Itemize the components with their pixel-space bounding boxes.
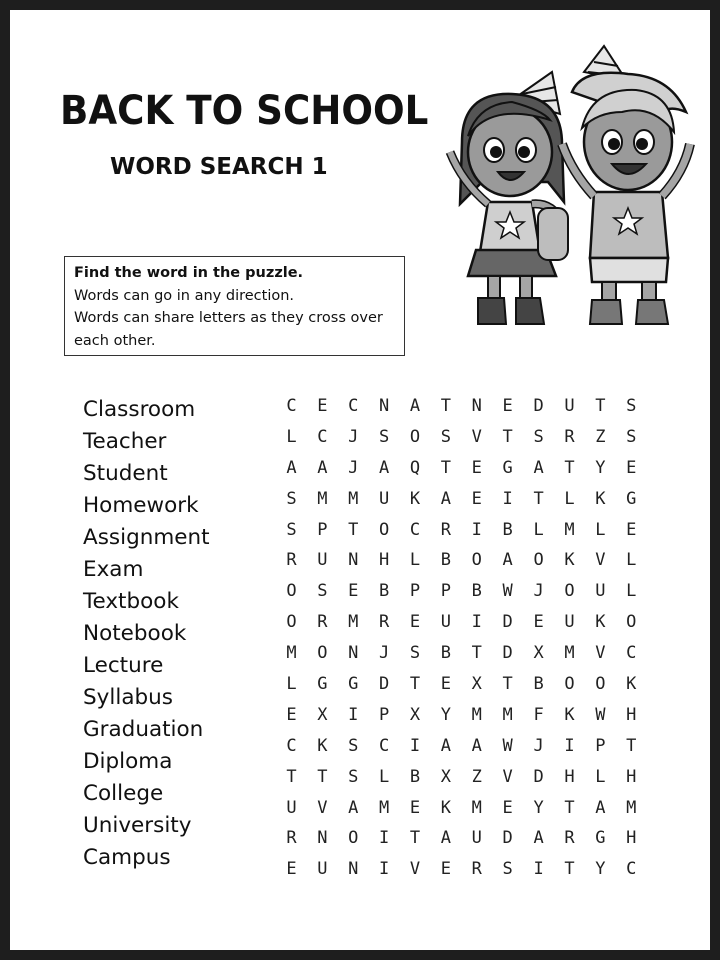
grid-row [276, 576, 647, 607]
grid-letter: P [317, 519, 328, 540]
letter-grid [276, 391, 647, 885]
grid-letter: L [533, 519, 544, 540]
word-list-item: Lecture [83, 653, 164, 678]
grid-letter: X [409, 704, 421, 725]
grid-letter: E [626, 457, 637, 478]
grid-letter: O [378, 519, 390, 540]
grid-letter: A [533, 828, 544, 849]
grid-letter: I [471, 519, 482, 540]
grid-letter: D [502, 643, 513, 664]
grid-letter: Z [595, 426, 606, 447]
grid-letter: A [409, 396, 421, 416]
grid-letter: T [440, 396, 452, 416]
grid-letter: C [626, 859, 637, 880]
grid-letter: X [533, 643, 544, 664]
grid-letter: S [502, 859, 513, 880]
grid-letter: T [595, 396, 606, 416]
grid-letter: A [378, 457, 390, 478]
grid-letter: O [286, 612, 297, 633]
grid-row [276, 669, 647, 700]
grid-letter: H [378, 550, 390, 571]
grid-letter: D [502, 828, 513, 849]
grid-row [276, 823, 647, 854]
girl-figure [450, 72, 568, 324]
grid-letter: I [348, 704, 359, 725]
word-list-item: Homework [83, 493, 199, 518]
word-list-item: College [83, 781, 164, 806]
grid-letter: E [626, 519, 637, 540]
grid-letter: U [564, 396, 575, 416]
grid-letter: A [348, 797, 359, 818]
word-list-item: University [83, 813, 192, 838]
grid-letter: M [564, 643, 575, 664]
grid-letter: M [471, 704, 482, 725]
grid-letter: R [286, 828, 297, 849]
word-list-item: Classroom [83, 397, 196, 422]
grid-letter: E [348, 581, 359, 602]
grid-letter: Y [595, 457, 606, 478]
grid-letter: J [378, 643, 390, 664]
grid-letter: G [348, 674, 359, 695]
grid-letter: R [564, 426, 575, 447]
grid-letter: I [378, 828, 390, 849]
grid-row [276, 762, 647, 793]
grid-letter: P [409, 581, 421, 602]
grid-letter: F [533, 704, 544, 725]
grid-letter: K [440, 797, 452, 818]
grid-letter: U [378, 488, 390, 509]
grid-row [276, 607, 647, 638]
grid-letter: R [286, 550, 297, 571]
grid-letter: Z [471, 766, 482, 787]
grid-letter: I [378, 859, 390, 880]
grid-letter: U [440, 612, 452, 633]
grid-letter: D [533, 766, 544, 787]
grid-letter: L [626, 581, 637, 602]
grid-letter: L [564, 488, 575, 509]
grid-letter: S [626, 396, 637, 416]
grid-letter: N [471, 396, 482, 416]
instructions-heading: Find the word in the puzzle. [74, 265, 304, 281]
grid-letter: C [286, 735, 297, 756]
grid-letter: O [409, 426, 421, 447]
grid-letter: Y [595, 859, 606, 880]
word-list-item: Notebook [83, 621, 187, 646]
boy-figure [562, 46, 690, 324]
grid-letter: C [378, 735, 390, 756]
grid-letter: A [317, 457, 328, 478]
grid-letter: K [317, 735, 328, 756]
grid-letter: K [564, 704, 575, 725]
grid-letter: O [533, 550, 544, 571]
grid-letter: E [317, 396, 328, 416]
grid-letter: G [595, 828, 606, 849]
word-list-item: Student [83, 461, 168, 486]
grid-letter: X [317, 704, 328, 725]
grid-letter: D [502, 612, 513, 633]
grid-letter: T [348, 519, 359, 540]
grid-letter: H [564, 766, 575, 787]
grid-letter: J [348, 457, 359, 478]
grid-letter: T [502, 674, 513, 695]
grid-letter: L [626, 550, 637, 571]
grid-letter: V [409, 859, 421, 880]
grid-letter: M [348, 612, 359, 633]
grid-letter: I [502, 488, 513, 509]
grid-letter: C [626, 643, 637, 664]
grid-letter: K [595, 488, 606, 509]
grid-letter: L [286, 674, 297, 695]
grid-letter: B [378, 581, 390, 602]
grid-letter: H [626, 766, 637, 787]
grid-letter: E [471, 457, 482, 478]
grid-letter: O [564, 581, 575, 602]
grid-letter: O [564, 674, 575, 695]
grid-letter: S [533, 426, 544, 447]
grid-letter: T [564, 797, 575, 818]
grid-letter: S [348, 766, 359, 787]
grid-letter: N [348, 643, 359, 664]
grid-letter: K [626, 674, 637, 695]
grid-letter: M [286, 643, 297, 664]
word-list-item: Assignment [83, 525, 210, 550]
grid-letter: W [595, 704, 606, 725]
word-list-item: Campus [83, 845, 171, 870]
grid-letter: U [286, 797, 297, 818]
grid-letter: T [564, 859, 575, 880]
grid-letter: T [409, 674, 421, 695]
grid-letter: U [595, 581, 606, 602]
word-list [83, 394, 210, 874]
grid-letter: D [533, 396, 544, 416]
grid-letter: J [533, 735, 544, 756]
grid-letter: O [471, 550, 482, 571]
grid-letter: I [533, 859, 544, 880]
grid-letter: S [317, 581, 328, 602]
grid-letter: V [471, 426, 482, 447]
grid-letter: E [409, 612, 421, 633]
grid-letter: B [533, 674, 544, 695]
grid-letter: T [533, 488, 544, 509]
grid-letter: E [533, 612, 544, 633]
grid-letter: B [471, 581, 482, 602]
instructions-line-2: Words can share letters as they cross over each other. [74, 310, 383, 349]
grid-letter: T [502, 426, 513, 447]
word-list-item: Textbook [83, 589, 179, 614]
grid-row [276, 515, 647, 546]
grid-letter: E [502, 797, 513, 818]
grid-letter: G [502, 457, 513, 478]
grid-letter: V [502, 766, 513, 787]
grid-letter: S [409, 643, 421, 664]
grid-letter: U [471, 828, 482, 849]
grid-letter: A [502, 550, 513, 571]
grid-letter: C [286, 396, 297, 416]
grid-letter: O [348, 828, 359, 849]
grid-letter: K [595, 612, 606, 633]
grid-row [276, 854, 647, 885]
grid-letter: B [409, 766, 421, 787]
grid-letter: T [471, 643, 482, 664]
grid-letter: E [286, 704, 297, 725]
grid-letter: R [440, 519, 452, 540]
grid-letter: C [409, 519, 421, 540]
word-list-item: Graduation [83, 717, 204, 742]
grid-letter: O [286, 581, 297, 602]
grid-letter: B [440, 550, 452, 571]
grid-letter: S [286, 488, 297, 509]
grid-letter: X [471, 674, 482, 695]
grid-letter: A [440, 735, 452, 756]
grid-letter: A [440, 828, 452, 849]
grid-letter: J [533, 581, 544, 602]
grid-letter: U [564, 612, 575, 633]
grid-letter: S [626, 426, 637, 447]
grid-letter: G [317, 674, 328, 695]
grid-letter: T [626, 735, 637, 756]
grid-letter: J [348, 426, 359, 447]
grid-letter: M [378, 797, 390, 818]
grid-letter: A [595, 797, 606, 818]
grid-letter: E [440, 674, 452, 695]
page-subtitle: WORD SEARCH 1 [110, 154, 328, 180]
grid-row [276, 484, 647, 515]
grid-letter: N [378, 396, 390, 416]
grid-letter: D [378, 674, 390, 695]
grid-letter: B [502, 519, 513, 540]
grid-letter: O [595, 674, 606, 695]
grid-letter: U [317, 550, 328, 571]
grid-letter: X [440, 766, 452, 787]
grid-letter: E [471, 488, 482, 509]
grid-row [276, 731, 647, 762]
grid-letter: V [317, 797, 328, 818]
grid-letter: L [595, 766, 606, 787]
grid-letter: O [317, 643, 328, 664]
grid-letter: N [317, 828, 328, 849]
grid-letter: R [471, 859, 482, 880]
grid-letter: P [378, 704, 390, 725]
grid-letter: S [378, 426, 390, 447]
grid-letter: P [440, 581, 452, 602]
grid-row [276, 545, 647, 576]
grid-letter: Y [440, 704, 452, 725]
word-list-item: Exam [83, 557, 144, 582]
grid-letter: E [440, 859, 452, 880]
grid-letter: M [564, 519, 575, 540]
grid-letter: T [409, 828, 421, 849]
grid-row [276, 638, 647, 669]
grid-letter: V [595, 550, 606, 571]
grid-row [276, 391, 647, 422]
grid-row [276, 793, 647, 824]
grid-letter: A [286, 457, 297, 478]
kids-illustration [422, 32, 698, 328]
grid-letter: H [626, 828, 637, 849]
grid-letter: S [286, 519, 297, 540]
grid-letter: L [595, 519, 606, 540]
grid-letter: W [502, 735, 513, 756]
grid-letter: T [286, 766, 297, 787]
grid-letter: L [286, 426, 297, 447]
grid-letter: M [502, 704, 513, 725]
grid-letter: O [626, 612, 637, 633]
grid-letter: A [471, 735, 482, 756]
worksheet-page [10, 10, 710, 950]
grid-letter: N [348, 550, 359, 571]
grid-letter: A [440, 488, 452, 509]
grid-letter: L [409, 550, 421, 571]
grid-letter: K [409, 488, 421, 509]
grid-row [276, 453, 647, 484]
grid-letter: M [348, 488, 359, 509]
grid-letter: U [317, 859, 328, 880]
grid-letter: M [317, 488, 328, 509]
grid-letter: Q [409, 457, 421, 478]
grid-letter: K [564, 550, 575, 571]
grid-letter: C [317, 426, 328, 447]
grid-letter: I [564, 735, 575, 756]
grid-letter: A [533, 457, 544, 478]
grid-row [276, 422, 647, 453]
grid-letter: H [626, 704, 637, 725]
grid-letter: I [471, 612, 482, 633]
grid-letter: G [626, 488, 637, 509]
grid-letter: Y [533, 797, 544, 818]
grid-letter: R [317, 612, 328, 633]
word-list-item: Diploma [83, 749, 173, 774]
grid-letter: M [626, 797, 637, 818]
page-title: BACK TO SCHOOL [60, 88, 429, 134]
grid-row [276, 700, 647, 731]
word-list-item: Syllabus [83, 685, 173, 710]
grid-letter: V [595, 643, 606, 664]
grid-letter: S [440, 426, 452, 447]
grid-letter: E [286, 859, 297, 880]
grid-letter: T [564, 457, 575, 478]
grid-letter: P [595, 735, 606, 756]
grid-letter: C [348, 396, 359, 416]
grid-letter: L [378, 766, 390, 787]
word-list-item: Teacher [83, 429, 167, 454]
grid-letter: S [348, 735, 359, 756]
grid-letter: B [440, 643, 452, 664]
grid-letter: R [378, 612, 390, 633]
grid-letter: T [440, 457, 452, 478]
grid-letter: T [317, 766, 328, 787]
instructions-line-1: Words can go in any direction. [74, 287, 295, 304]
grid-letter: M [471, 797, 482, 818]
grid-letter: I [409, 735, 421, 756]
instructions-box [64, 256, 405, 356]
grid-letter: E [409, 797, 421, 818]
grid-letter: W [502, 581, 513, 602]
grid-letter: N [348, 859, 359, 880]
grid-letter: R [564, 828, 575, 849]
grid-letter: E [502, 396, 513, 416]
